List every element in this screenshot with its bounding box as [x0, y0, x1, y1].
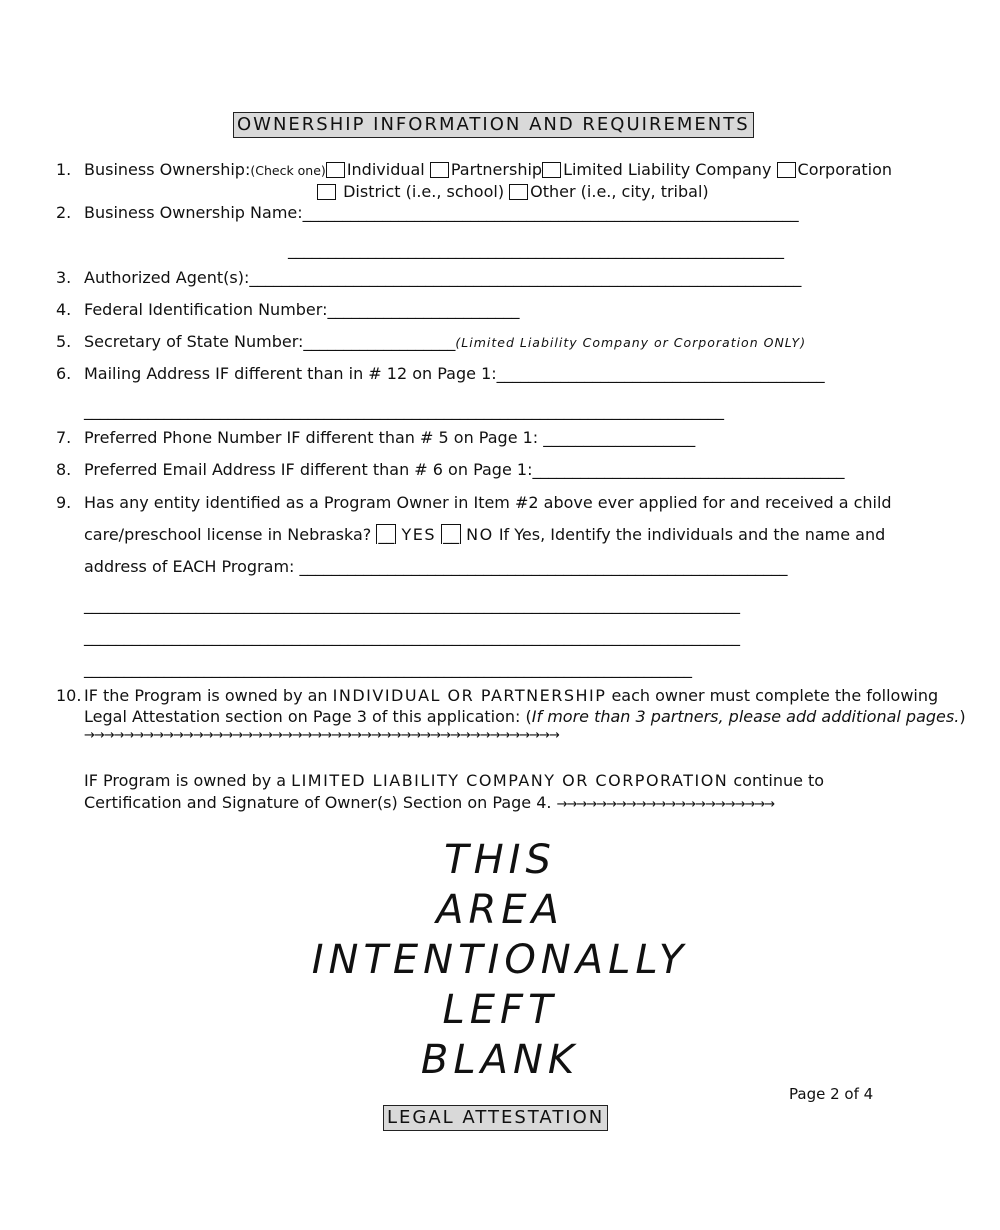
blank-area-line: AREA [436, 887, 564, 933]
federal-id-field[interactable]: ________________________ [327, 300, 520, 319]
instruction-text: each owner must complete the following [606, 686, 939, 705]
email-label: Preferred Email Address IF different than # 6 on Page 1: [84, 460, 533, 479]
email-field[interactable]: _______________________________________ [532, 460, 845, 479]
phone-label: Preferred Phone Number IF different than # 5 on Page 1: [84, 428, 544, 447]
other-checkbox[interactable] [509, 184, 528, 200]
authorized-agent-field[interactable]: _____________________________________________________________________ [249, 268, 802, 287]
yes-label: YES [401, 525, 436, 544]
arrow-line: →→→→→→→→→→→→→→→→→→→→→→ [556, 797, 775, 812]
item-number: 9. [56, 493, 72, 512]
business-ownership-row [84, 160, 892, 181]
option-partnership: Partnership [450, 160, 543, 179]
mailing-address-field-line2[interactable]: ________________________________________________________________________________ [84, 401, 724, 420]
prior-license-row [84, 525, 885, 545]
blank-area-line: LEFT [442, 987, 558, 1033]
authorized-agent-row [84, 268, 801, 288]
legal-attestation-heading: LEGAL ATTESTATION [383, 1105, 608, 1131]
business-name-row [84, 203, 799, 223]
ownership-instruction-2 [84, 707, 966, 727]
option-district: District (i.e., school) [343, 182, 505, 201]
phone-row [84, 428, 695, 448]
prior-license-followup: If Yes, Identify the individuals and the name and [498, 525, 886, 544]
mailing-address-row [84, 364, 825, 384]
program-address-row [84, 557, 788, 577]
item-number: 6. [56, 364, 72, 383]
program-address-label: address of EACH Program: [84, 557, 300, 576]
federal-id-row [84, 300, 519, 320]
corporation-checkbox[interactable] [777, 162, 796, 178]
district-checkbox[interactable] [317, 184, 336, 200]
phone-field[interactable]: ___________________ [543, 428, 696, 447]
partnership-checkbox[interactable] [430, 162, 449, 178]
item-number: 4. [56, 300, 72, 319]
yes-checkbox[interactable]: __ [378, 525, 395, 544]
option-individual: Individual [346, 160, 425, 179]
ownership-instruction-3 [84, 771, 824, 791]
business-name-field[interactable]: ______________________________________________________________ [302, 203, 799, 222]
mailing-address-label: Mailing Address IF different than in # 12 on Page 1: [84, 364, 497, 383]
program-address-field-line2[interactable]: __________________________________________________________________________________ [84, 595, 740, 614]
instruction-text: ) [959, 707, 966, 726]
mailing-address-field[interactable]: _________________________________________ [496, 364, 825, 383]
no-checkbox[interactable]: __ [443, 525, 460, 544]
program-address-field[interactable]: _____________________________________________________________ [299, 557, 788, 576]
item-number: 1. [56, 160, 72, 179]
prior-license-question: Has any entity identified as a Program Owner in Item #2 above ever applied for and received a child [84, 493, 892, 512]
section-heading: OWNERSHIP INFORMATION AND REQUIREMENTS [233, 112, 754, 138]
secretary-of-state-field[interactable]: ___________________ [303, 332, 456, 351]
individual-checkbox[interactable] [326, 162, 345, 178]
authorized-agent-label: Authorized Agent(s): [84, 268, 250, 287]
llc-checkbox[interactable] [542, 162, 561, 178]
instruction-text: IF the Program is owned by an [84, 686, 333, 705]
page-number: Page 2 of 4 [789, 1085, 874, 1103]
no-label: NO [466, 525, 494, 544]
ownership-instruction-1 [84, 686, 938, 706]
business-ownership-row-2 [317, 182, 709, 202]
secretary-of-state-row [84, 332, 806, 353]
option-other: Other (i.e., city, tribal) [530, 182, 709, 201]
blank-area-line: THIS [444, 837, 556, 883]
check-one-hint: (Check one) [250, 163, 326, 178]
item-number: 7. [56, 428, 72, 447]
business-name-label: Business Ownership Name: [84, 203, 303, 222]
option-llc: Limited Liability Company [563, 160, 772, 179]
instruction-text: continue to [728, 771, 825, 790]
item-number: 2. [56, 203, 72, 222]
federal-id-label: Federal Identification Number: [84, 300, 328, 319]
ownership-instruction-4 [84, 793, 774, 815]
item-number: 8. [56, 460, 72, 479]
instruction-text: Legal Attestation section on Page 3 of this application: ( [84, 707, 532, 726]
arrow-line: →→→→→→→→→→→→→→→→→→→→→→→→→→→→→→→→→→→→→→→→→→→→→→→→ [84, 728, 559, 743]
blank-area-line: INTENTIONALLY [311, 937, 689, 983]
email-row [84, 460, 844, 480]
business-ownership-label: Business Ownership: [84, 160, 251, 179]
instruction-emphasis: LIMITED LIABILITY COMPANY OR CORPORATION [291, 771, 729, 790]
secretary-of-state-label: Secretary of State Number: [84, 332, 304, 351]
instruction-text: IF Program is owned by a [84, 771, 292, 790]
item-number: 3. [56, 268, 72, 287]
item-number: 10. [56, 686, 82, 705]
prior-license-text: care/preschool license in Nebraska? [84, 525, 377, 544]
program-address-field-line4[interactable]: ____________________________________________________________________________ [84, 659, 692, 678]
instruction-emphasis: INDIVIDUAL OR PARTNERSHIP [332, 686, 607, 705]
business-name-field-line2[interactable]: ______________________________________________________________ [288, 240, 784, 259]
secretary-of-state-note: (Limited Liability Company or Corporation ONLY) [455, 335, 807, 350]
option-corporation: Corporation [797, 160, 893, 179]
item-number: 5. [56, 332, 72, 351]
instruction-italic: If more than 3 partners, please add additional pages. [531, 707, 960, 726]
program-address-field-line3[interactable]: __________________________________________________________________________________ [84, 627, 740, 646]
instruction-text: Certification and Signature of Owner(s) Section on Page 4. [84, 793, 557, 812]
blank-area-line: BLANK [420, 1037, 580, 1083]
